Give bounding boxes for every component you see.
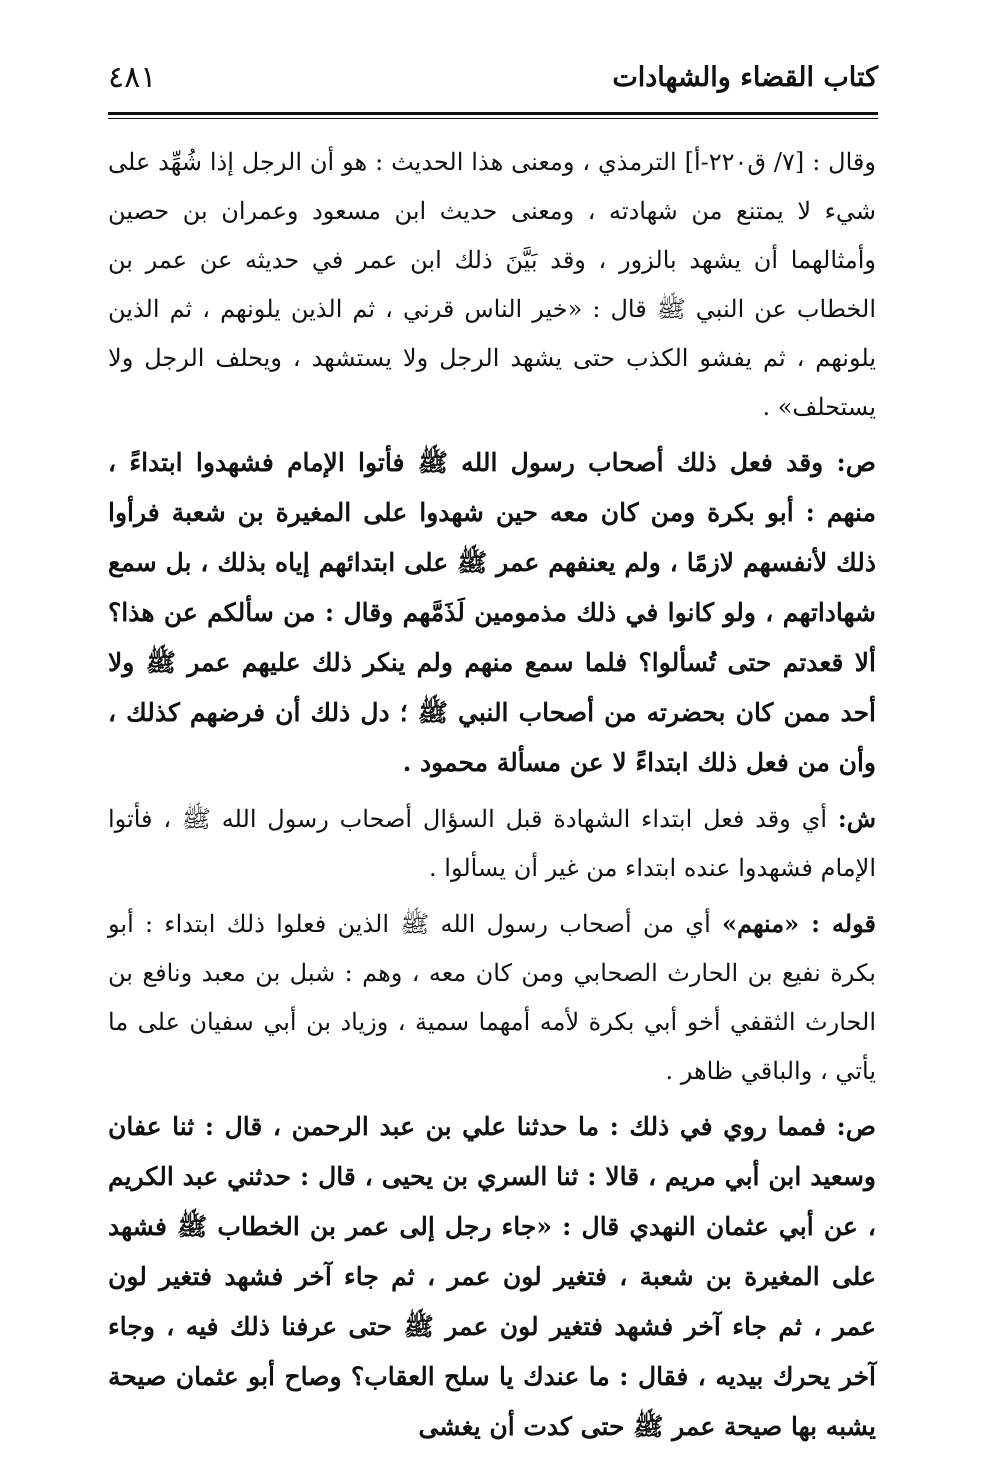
paragraph-text: وقال : [٧/ ق٢٢٠-أ] الترمذي ، ومعنى هذا الحديث : هو أن الرجل إذا شُهِّد على شيء لا يمتنع من شهادته ، ومعنى حديث ابن مسعود وعمران بن حصين وأمثالهما أن يشهد بالزور ، وقد بَيَّنَ ذلك ابن عمر في حديثه عن عمر بن الخطاب عن النبي ﷺ قال : «خير الناس قرني ، ثم الذين يلونهم ، ثم الذين يلونهم ، ثم يفشو الكذب حتى يشهد الرجل ولا يستشهد ، ويحلف الرجل ولا يستحلف» . — [108, 148, 877, 421]
paragraph-text: أي وقد فعل ابتداء الشهادة قبل السؤال أصحاب رسول الله ﷺ ، فأتوا الإمام فشهدوا عنده ابتداء من غير أن يسألوا . — [108, 805, 876, 882]
matn-label: ص: — [836, 448, 876, 477]
paragraph-sharh-1 — [108, 794, 876, 893]
matn-label: ص: — [836, 1112, 876, 1141]
paragraph-tirmidhi-commentary — [108, 138, 876, 432]
header-rule-thick — [108, 112, 878, 115]
paragraph-matn-2 — [108, 1102, 876, 1452]
page-header — [108, 58, 878, 110]
running-title: كتاب القضاء والشهادات — [612, 62, 878, 93]
qawluhu-label: قوله : «منهم» — [722, 909, 876, 938]
paragraph-matn-1 — [108, 438, 876, 788]
header-rule-thin — [108, 118, 878, 119]
page-number: ٤٨١ — [108, 60, 157, 95]
sharh-label: ش: — [837, 804, 876, 833]
paragraph-qawluhu — [108, 899, 876, 1096]
page-body — [108, 138, 876, 1458]
paragraph-text: أي من أصحاب رسول الله ﷺ الذين فعلوا ذلك ابتداء : أبو بكرة نفيع بن الحارث الصحابي ومن كان معه ، وهم : شبل بن معبد ونافع بن الحارث الثقفي أخو أبي بكرة لأمه أمهما سمية ، وزياد بن أبي سفيان على ما يأتي ، والباقي ظاهر . — [108, 910, 876, 1085]
paragraph-text: فمما روي في ذلك : ما حدثنا علي بن عبد الرحمن ، قال : ثنا عفان وسعيد ابن أبي مريم ، قالا : ثنا السري بن يحيى ، قال : حدثني عبد الكريم ، عن أبي عثمان النهدي قال : «جاء رجل إلى عمر بن الخطاب ﷺ فشهد على المغيرة بن شعبة ، فتغير لون عمر ، ثم جاء آخر فشهد فتغير لون عمر ، ثم جاء آخر فشهد فتغير لون عمر ﷺ حتى عرفنا ذلك فيه ، وجاء آخر يحرك بيديه ، فقال : ما عندك يا سلح العقاب؟ وصاح أبو عثمان صيحة يشبه بها صيحة عمر ﷺ حتى كدت أن يغشى — [108, 1112, 876, 1441]
paragraph-text: وقد فعل ذلك أصحاب رسول الله ﷺ فأتوا الإمام فشهدوا ابتداءً ، منهم : أبو بكرة ومن كان معه حين شهدوا على المغيرة بن شعبة فرأوا ذلك لأنفسهم لازمًا ، ولم يعنفهم عمر ﷺ على ابتدائهم إياه بذلك ، بل سمع شهاداتهم ، ولو كانوا في ذلك مذمومين لَذَمَّهم وقال : من سألكم عن هذا؟ ألا قعدتم حتى تُسألوا؟ فلما سمع منهم ولم ينكر ذلك عليهم عمر ﷺ ولا أحد ممن كان بحضرته من أصحاب النبي ﷺ ؛ دل ذلك أن فرضهم كذلك ، وأن من فعل ذلك ابتداءً لا عن مسألة محمود . — [108, 448, 876, 777]
